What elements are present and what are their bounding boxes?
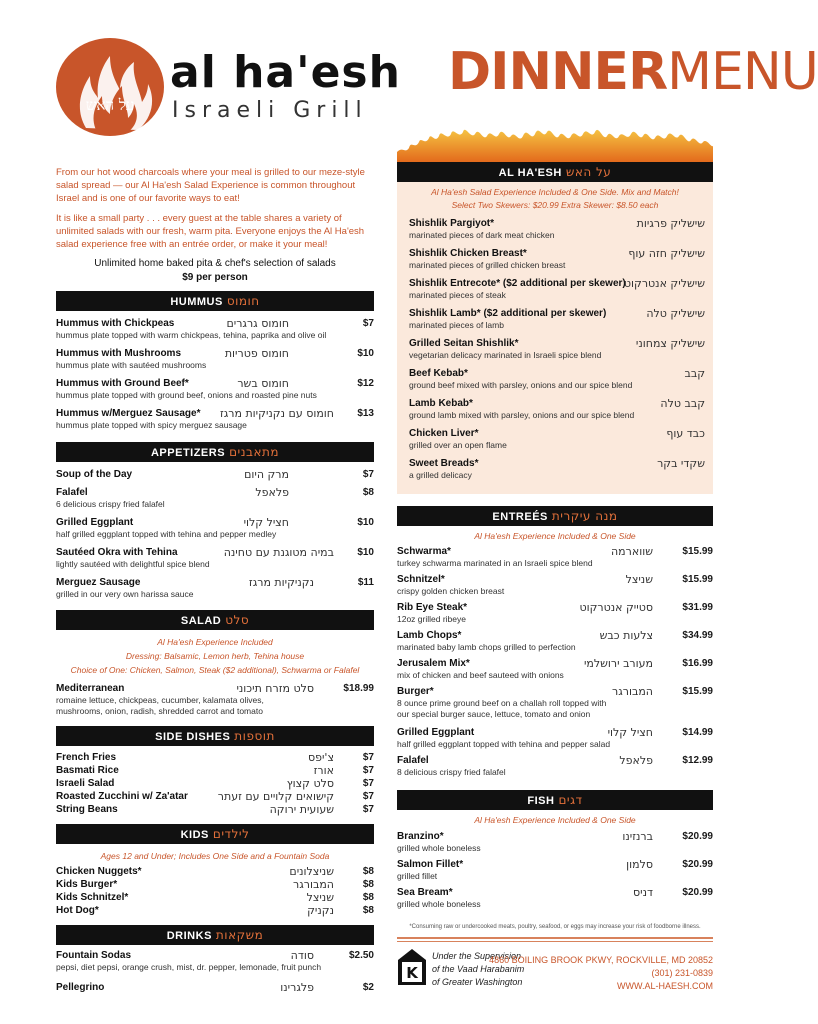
- kosher-supervision-text: Under the Supervision of the Vaad Harabanim of Greater Washington: [432, 951, 525, 987]
- svg-text:K: K: [406, 964, 418, 982]
- salad-experience-offer: Unlimited home baked pita & chef's selection of salads $9 per person: [94, 258, 336, 283]
- menu-item: Kids Schnitzel* שניצל $8: [56, 891, 374, 904]
- section-header-fish: FISH דגים: [397, 790, 713, 810]
- brand-name: al ha'esh: [170, 47, 401, 98]
- al-haesh-skewer-pricing: Select Two Skewers: $20.99 Extra Skewer: $8.50 each: [451, 200, 659, 210]
- section-header-entrees: ENTREÉS מנה עיקרית: [397, 506, 713, 526]
- menu-item: Schwarma* turkey schwarma marinated in an Israeli spice blend שווארמה $15.99: [397, 545, 713, 568]
- flame-icon: [56, 38, 164, 136]
- section-header-kids: KIDS לילדים: [56, 824, 374, 844]
- menu-item: Shishlik Lamb* ($2 additional per skewer) marinated pieces of lamb שישליק טלה: [409, 307, 705, 330]
- menu-item: Israeli Salad סלט קצוץ $7: [56, 777, 374, 790]
- logo-hebrew-text: על האש: [85, 96, 135, 114]
- kosher-certification-icon: [397, 948, 427, 986]
- menu-item: Burger* 8 ounce prime ground beef on a challah roll topped with our special burger sauce, lettuce, tomato and onion המבורגר $15.99: [397, 685, 713, 719]
- menu-item: Sweet Breads* a grilled delicacy שקדי בקר: [409, 457, 705, 480]
- menu-item: Shishlik Entrecote* ($2 additional per skewer) marinated pieces of steak שישליק אנטרקוט: [409, 277, 705, 300]
- menu-item: Grilled Eggplant half grilled eggplant topped with tehina and pepper medley חציל קלוי $10: [56, 516, 374, 539]
- salad-note: Al Ha'esh Experience Included: [157, 637, 273, 647]
- fish-note: Al Ha'esh Experience Included & One Side: [474, 815, 636, 825]
- menu-item: French Fries צ'יפס $7: [56, 751, 374, 764]
- menu-item: Hot Dog* נקניק $8: [56, 904, 374, 917]
- flames-decoration: [397, 124, 713, 162]
- menu-item: Lamb Kebab* ground lamb mixed with parsley, onions and our spice blend קבב טלה: [409, 397, 705, 420]
- section-header-drinks: DRINKS משקאות: [56, 925, 374, 945]
- menu-item: Hummus with Chickpeas hummus plate topped with warm chickpeas, tehina, paprika and olive oil חומוס גרגרים $7: [56, 317, 374, 340]
- intro-text: [56, 166, 374, 258]
- section-header-al-haesh: AL HA'ESH על האש: [397, 162, 713, 182]
- salad-choice-note: Choice of One: Chicken, Salmon, Steak ($2 additional), Schwarma or Falafel: [70, 665, 360, 675]
- al-haesh-note: Al Ha'esh Salad Experience Included & One Side. Mix and Match!: [431, 187, 679, 197]
- menu-item: Chicken Liver* grilled over an open flame כבד עוף: [409, 427, 705, 450]
- menu-item: Lamb Chops* marinated baby lamb chops grilled to perfection צלעות כבש $34.99: [397, 629, 713, 652]
- menu-item: Beef Kebab* ground beef mixed with parsley, onions and our spice blend קבב: [409, 367, 705, 390]
- menu-item: Grilled Eggplant half grilled eggplant topped with tehina and pepper salad חציל קלוי $14.99: [397, 726, 713, 749]
- kids-note: Ages 12 and Under; Includes One Side and a Fountain Soda: [100, 851, 330, 861]
- menu-item: Branzino* grilled whole boneless ברנזינו $20.99: [397, 830, 713, 853]
- menu-item: Salmon Fillet* grilled fillet סלמון $20.99: [397, 858, 713, 881]
- salad-dressing-note: Dressing: Balsamic, Lemon herb, Tehina house: [125, 651, 305, 661]
- menu-item: Mediterranean romaine lettuce, chickpeas, cucumber, kalamata olives, mushrooms, onion, radish, shredded carrot and tomato סלט מזרח תיכוני $18.99: [56, 682, 374, 716]
- menu-item: Schnitzel* crispy golden chicken breast שניצל $15.99: [397, 573, 713, 596]
- menu-item: Hummus with Mushrooms hummus plate with sautéed mushrooms חומוס פטריות $10: [56, 347, 374, 370]
- menu-item: Fountain Sodas pepsi, diet pepsi, orange crush, mist, dr. pepper, lemonade, fruit punch סודה $2.50: [56, 949, 374, 972]
- section-header-appetizers: APPETIZERS מתאבנים: [56, 442, 374, 462]
- entrees-note: Al Ha'esh Experience Included & One Side: [474, 531, 636, 541]
- menu-item: Falafel 6 delicious crispy fried falafel פלאפל $8: [56, 486, 374, 509]
- intro-paragraph-1: From our hot wood charcoals where your meal is grilled to our meze-style salad spread — our Al Ha'esh Salad Experience is common throughout Israel and is one of our favorite ways to eat!: [56, 167, 365, 204]
- menu-item: Hummus w/Merguez Sausage* hummus plate topped with spicy merguez sausage חומוס עם נקניקיות מרגז $13: [56, 407, 374, 430]
- menu-item: Shishlik Pargiyot* marinated pieces of dark meat chicken שישליק פרגיות: [409, 217, 705, 240]
- menu-item: String Beans שעועית ירוקה $7: [56, 803, 374, 816]
- menu-item: Roasted Zucchini w/ Za'atar קישואים קלויים עם זעתר $7: [56, 790, 374, 803]
- menu-title: DINNERMENU: [448, 42, 818, 102]
- restaurant-address: 4860 BOILING BROOK PKWY, ROCKVILLE, MD 20852 (301) 231-0839 WWW.AL-HAESH.COM: [489, 955, 713, 991]
- menu-item: Soup of the Day מרק היום $7: [56, 468, 374, 481]
- menu-item: Jerusalem Mix* mix of chicken and beef sauteed with onions מעורב ירושלמי $16.99: [397, 657, 713, 680]
- menu-item: Shishlik Chicken Breast* marinated pieces of grilled chicken breast שישליק חזה עוף: [409, 247, 705, 270]
- logo-flame-circle: [56, 38, 164, 136]
- menu-item: Pellegrino פלגרינו $2: [56, 981, 374, 994]
- menu-item: Rib Eye Steak* 12oz grilled ribeye סטייק אנטרקוט $31.99: [397, 601, 713, 624]
- menu-item: Sautéed Okra with Tehina lightly sautéed with delightful spice blend במיה מטוגנת עם טחינה $10: [56, 546, 374, 569]
- footer-divider-thin: [397, 941, 713, 942]
- brand-subtitle: Israeli Grill: [172, 98, 368, 123]
- menu-item: Merguez Sausage grilled in our very own harissa sauce נקניקיות מרגז $11: [56, 576, 374, 599]
- section-header-side-dishes: SIDE DISHES תוספות: [56, 726, 374, 746]
- section-header-hummus: HUMMUS חומוס: [56, 291, 374, 311]
- menu-item: Basmati Rice אורז $7: [56, 764, 374, 777]
- section-header-salad: SALAD סלט: [56, 610, 374, 630]
- menu-item: Falafel 8 delicious crispy fried falafel פלאפל $12.99: [397, 754, 713, 777]
- menu-item: Grilled Seitan Shishlik* vegetarian delicacy marinated in Israeli spice blend שישליק צמחוני: [409, 337, 705, 360]
- food-safety-disclaimer: *Consuming raw or undercooked meats, poultry, seafood, or eggs may increase your risk of foodborne illness.: [409, 924, 701, 930]
- menu-item: Chicken Nuggets* שניצלונים $8: [56, 865, 374, 878]
- footer-divider: [397, 937, 713, 939]
- menu-item: Sea Bream* grilled whole boneless דניס $20.99: [397, 886, 713, 909]
- menu-item: Hummus with Ground Beef* hummus plate topped with ground beef, onions and roasted pine nuts חומוס בשר $12: [56, 377, 374, 400]
- website-link[interactable]: WWW.AL-HAESH.COM: [617, 981, 713, 991]
- menu-item: Kids Burger* המבורגר $8: [56, 878, 374, 891]
- intro-paragraph-2: It is like a small party . . . every guest at the table shares a variety of unlimited salads with our fresh, warm pita. Everyone enjoys the Al Ha'esh salad experience free with an entrée order, or make it your meal!: [56, 213, 365, 250]
